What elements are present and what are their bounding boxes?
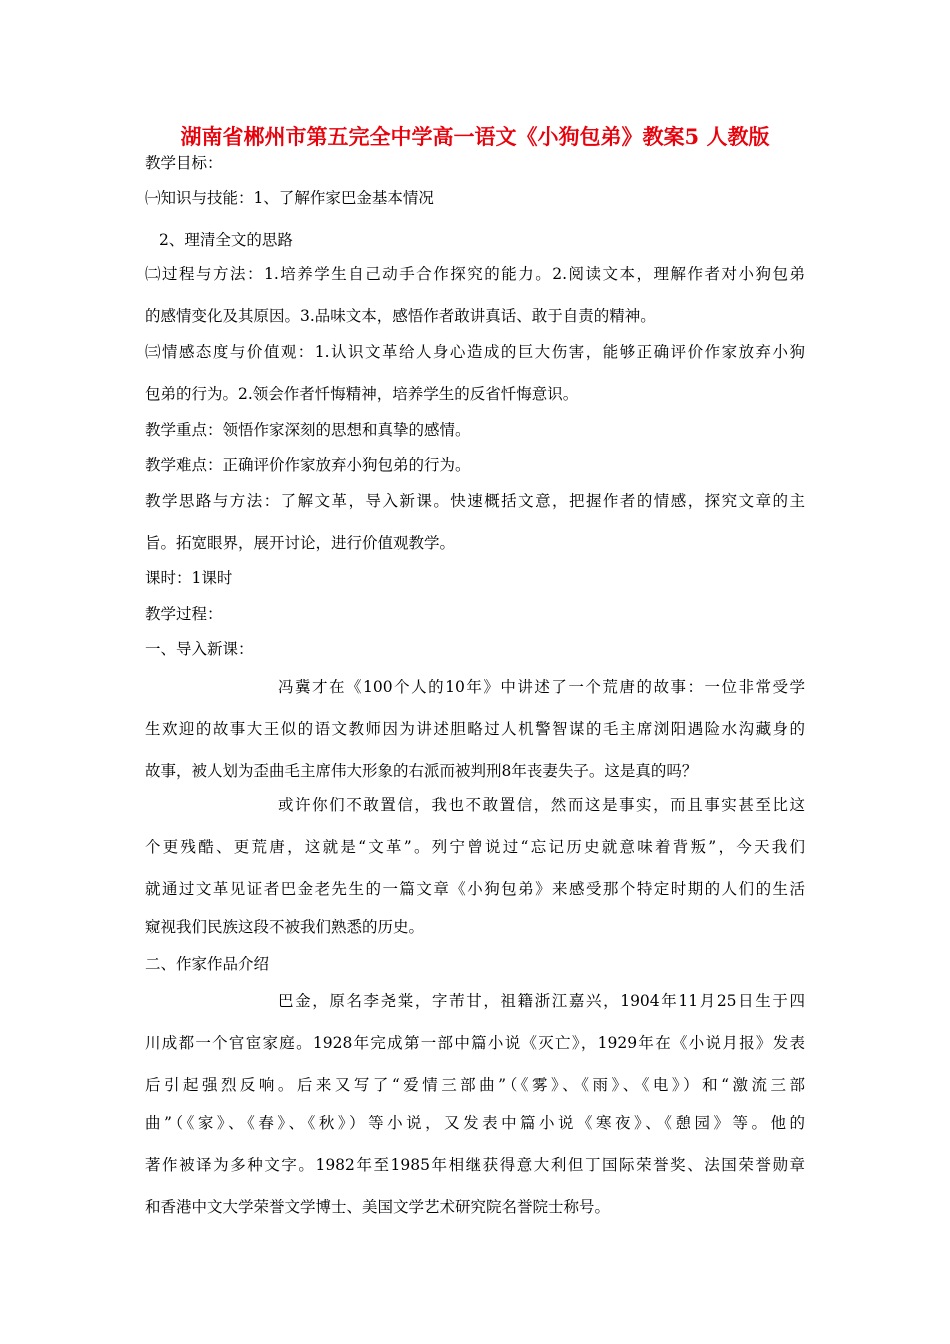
author-paragraph-line-6: 和香港中文大学荣誉文学博士、美国文学艺术研究院名誉院士称号。	[145, 1198, 611, 1216]
intro-paragraph-2-line-4: 窥视我们民族这段不被我们熟悉的历史。	[145, 918, 425, 936]
teaching-approach-cont: 旨。拓宽眼界，展开讨论，进行价值观教学。	[145, 534, 456, 552]
intro-paragraph-1-line-2: 生欢迎的故事大王似的语文教师因为讲述胆略过人机警智谋的毛主席浏阳遇险水沟藏身的	[145, 720, 805, 738]
teaching-difficulty: 教学难点：正确评价作家放弃小狗包弟的行为。	[145, 456, 471, 474]
author-paragraph-line-5: 著作被译为多种文字。1982年至1985年相继获得意大利但丁国际荣誉奖、法国荣誉勋章	[145, 1156, 805, 1174]
author-paragraph-line-4: 曲”（《家》、《春》、《秋》）等小说，又发表中篇小说《寒夜》、《憩园》等。他的	[145, 1114, 805, 1132]
intro-paragraph-1-line-3: 故事，被人划为歪曲毛主席伟大形象的右派而被判刑8年丧妻失子。这是真的吗？	[145, 762, 698, 780]
heading-author-works: 二、作家作品介绍	[145, 955, 270, 973]
goal-knowledge-skills-2: 2、理清全文的思路	[159, 231, 293, 249]
author-paragraph-line-2: 川成都一个官宦家庭。1928年完成第一部中篇小说《灭亡》，1929年在《小说月报》发表	[145, 1034, 805, 1052]
intro-paragraph-1-line-1: 冯冀才在《100个人的10年》中讲述了一个荒唐的故事：一位非常受学	[278, 678, 805, 696]
goal-process-methods: ㈡过程与方法：1.培养学生自己动手合作探究的能力。2.阅读文本，理解作者对小狗包弟	[145, 265, 805, 283]
teaching-focus: 教学重点：领悟作家深刻的思想和真挚的感情。	[145, 421, 471, 439]
intro-paragraph-2-line-1: 或许你们不敢置信，我也不敢置信，然而这是事实，而且事实甚至比这	[278, 796, 805, 814]
class-hours: 课时：1课时	[145, 569, 233, 587]
intro-paragraph-2-line-3: 就通过文革见证者巴金老先生的一篇文章《小狗包弟》来感受那个特定时期的人们的生活	[145, 880, 805, 898]
goal-process-methods-cont: 的感情变化及其原因。3.品味文本，感悟作者敢讲真话、敢于自责的精神。	[145, 307, 656, 325]
heading-teaching-process: 教学过程：	[145, 605, 223, 623]
heading-introduction: 一、导入新课：	[145, 640, 254, 658]
teaching-approach: 教学思路与方法：了解文革，导入新课。快速概括文意，把握作者的情感，探究文章的主	[145, 492, 805, 510]
goal-emotion-values: ㈢情感态度与价值观：1.认识文革给人身心造成的巨大伤害，能够正确评价作家放弃小狗	[145, 343, 805, 361]
goal-emotion-values-cont: 包弟的行为。2.领会作者忏悔精神，培养学生的反省忏悔意识。	[145, 385, 579, 403]
heading-teaching-goals: 教学目标：	[145, 154, 223, 172]
author-paragraph-line-3: 后引起强烈反响。后来又写了“爱情三部曲”（《雾》、《雨》、《电》）和“激流三部	[145, 1076, 805, 1094]
author-paragraph-line-1: 巴金，原名李尧棠，字芾甘，祖籍浙江嘉兴，1904年11月25日生于四	[278, 992, 805, 1010]
document-title: 湖南省郴州市第五完全中学高一语文《小狗包弟》教案5 人教版	[180, 124, 770, 149]
goal-knowledge-skills: ㈠知识与技能：1、了解作家巴金基本情况	[145, 189, 434, 207]
intro-paragraph-2-line-2: 个更残酷、更荒唐，这就是“文革”。列宁曾说过“忘记历史就意味着背叛”，今天我们	[145, 838, 805, 856]
